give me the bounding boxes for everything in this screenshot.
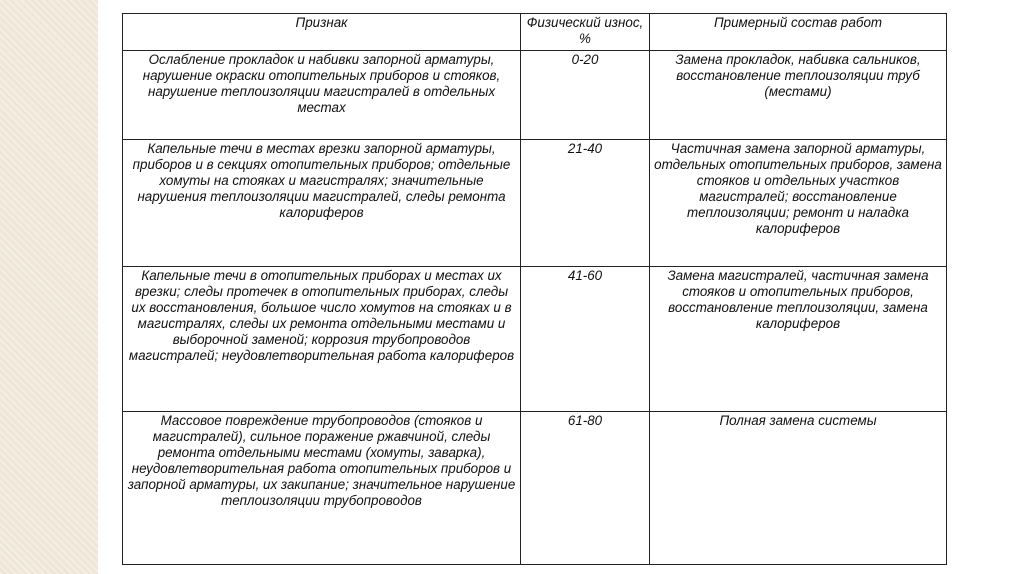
header-wear: Физический износ, % <box>521 14 650 51</box>
table-row <box>123 267 947 412</box>
cell-works: Полная замена системы <box>650 412 947 565</box>
cell-sign: Массовое повреждение трубопроводов (стояков и магистралей), сильное поражение ржавчиной, следы ремонта отдельными местами (хомуты, заварка), неудовлетворительная работа отопительных приборов и запорной арматуры, их закипание; значительное нарушение теплоизоляции трубопроводов <box>123 412 521 565</box>
cell-wear: 21-40 <box>521 140 650 267</box>
cell-sign: Капельные течи в отопительных приборах и местах их врезки; следы протечек в отопительных приборах, следы их восстановления, большое число хомутов на стояках и в магистралях, следы их ремонта отдельными местами и выборочной заменой; коррозия трубопроводов магистралей; неудовлетворительная работа калориферов <box>123 267 521 412</box>
cell-works: Замена прокладок, набивка сальников, восстановление теплоизоляции труб (местами) <box>650 51 947 140</box>
table-row <box>123 140 947 267</box>
cell-wear: 61-80 <box>521 412 650 565</box>
cell-wear: 0-20 <box>521 51 650 140</box>
table-header-row <box>123 14 947 51</box>
header-works: Примерный состав работ <box>650 14 947 51</box>
cell-works: Замена магистралей, частичная замена стояков и отопительных приборов, восстановление теплоизоляции, замена калориферов <box>650 267 947 412</box>
cell-sign: Ослабление прокладок и набивки запорной арматуры, нарушение окраски отопительных приборов и стояков, нарушение теплоизоляции магистралей в отдельных местах <box>123 51 521 140</box>
table-row <box>123 412 947 565</box>
cell-sign: Капельные течи в местах врезки запорной арматуры, приборов и в секциях отопительных приборов; отдельные хомуты на стояках и магистралях; значительные нарушения теплоизоляции магистралей, следы ремонта калориферов <box>123 140 521 267</box>
cell-wear: 41-60 <box>521 267 650 412</box>
decorative-side-stripe <box>0 0 98 574</box>
physical-wear-table <box>122 13 947 565</box>
cell-works: Частичная замена запорной арматуры, отдельных отопительных приборов, замена стояков и отдельных участков магистралей; восстановление теплоизоляции; ремонт и наладка калориферов <box>650 140 947 267</box>
slide <box>98 0 1024 574</box>
table-row <box>123 51 947 140</box>
header-sign: Признак <box>123 14 521 51</box>
